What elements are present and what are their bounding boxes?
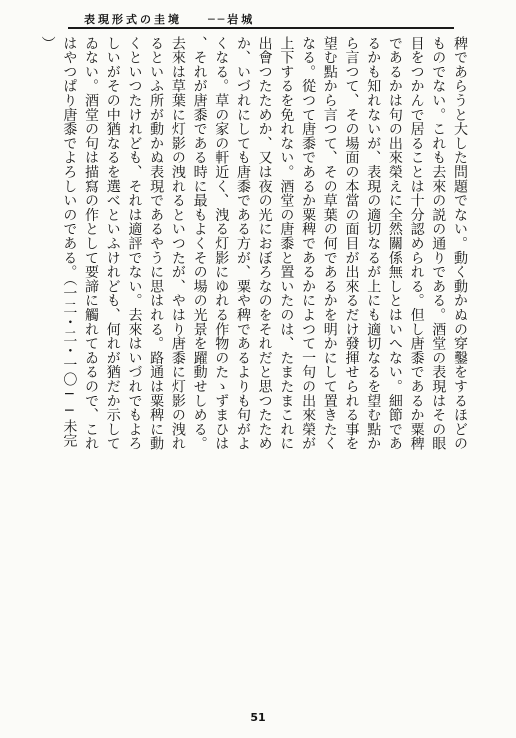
running-header xyxy=(70,10,450,28)
body-paragraph: 稗であらうと大した問題でない。動く動かぬの穿鑿をするほどの ものでない。これも去來の説の通りである。酒堂の表現はその眼 目をつかんで居ることは十分認められる。但し唐黍であるか粟稗 であるかは句の出來榮えに全然關係無しとはいへない。細節であ るかも知れないが、表現の適切なるが上にも適切なるを望む點か ら言つて、その場面の本當の面目が出來るだけ發揮せられる事を 望む點から言つて、その草葉の何であるかを明かにして置きたく なる。從つて唐黍であるか粟稗であるかによつて一句の出來榮が 上下するを免れない。酒堂の唐黍と置いたのは、たまたまこれに 出會つたためか、又は夜の光におぼろなのをそれだと思つたため か、いづれにしても唐黍である方が、粟や稗であるよりも句がよ くなる。草の家の軒近く、洩る灯影にゆれる作物のたゝずまひは 、それが唐黍である時に最もよくその場の光景を躍動せしめる。 去來は草葉に灯影の洩れるといつたが、やはり唐黍に灯影の洩れ るといふ所が動かぬ表現であるやうに思はれる。路通は粟稗に動 くといつたけれども、それは適評でない。去來はいづれでもよろ しいがその中猶なるを選べといふけれども、何れが猶だか示して ゐない。酒堂の句は描寫の作として要諦に觸れてゐるので、これ はやつぱり唐黍でよろしいのである。（一二・二・一〇──未完 ） xyxy=(39,36,468,451)
header-rule xyxy=(68,27,454,29)
running-header-author: ──岩城 xyxy=(208,13,256,26)
running-header-title: 表現形式の圭境 xyxy=(84,13,182,26)
page-number: 51 xyxy=(250,711,266,724)
